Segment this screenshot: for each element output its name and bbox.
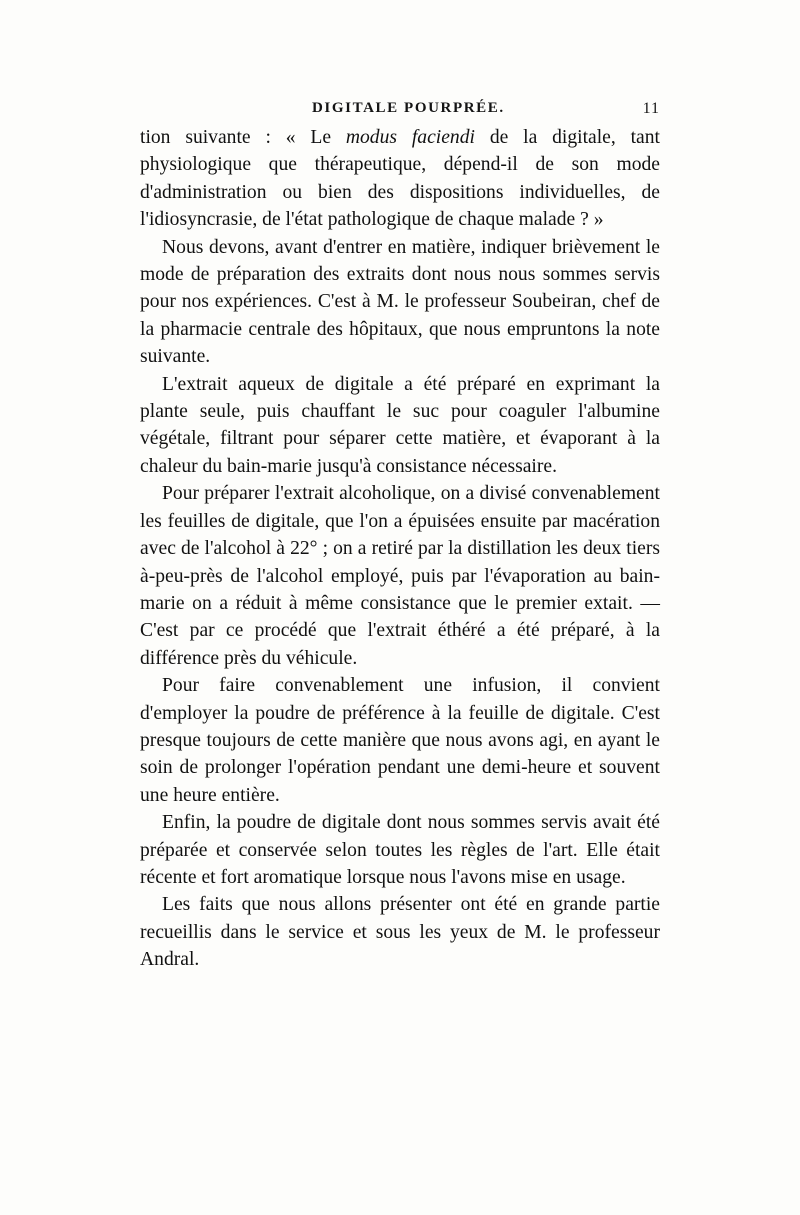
running-title: DIGITALE POURPRÉE.	[312, 100, 505, 116]
body-text	[140, 124, 660, 974]
paragraph-1-after: de la digitale, tant physiologique que thérapeutique, dépend-il de son mode d'administration ou bien des dispositions individuelles, de l'idiosyncrasie, de l'état pathologique de chaque malade ? »	[140, 127, 660, 231]
paragraph-3: L'extrait aqueux de digitale a été préparé en exprimant la plante seule, puis chauffant le suc pour coaguler l'albumine végétale, filtrant pour séparer cette matière, et évaporant à la chaleur du bain-marie jusqu'à consistance nécessaire.	[140, 373, 660, 477]
paragraph-1	[140, 124, 660, 234]
paragraph-1-italic: modus faciendi	[345, 127, 475, 148]
paragraph-4: Pour préparer l'extrait alcoholique, on a divisé convenablement les feuilles de digitale, que l'on a épuisées ensuite par macération avec de l'alcohol à 22° ; on a retiré par la distillation les deux tiers à-peu-près de l'alcohol employé, puis par l'évaporation au bain-marie on a réduit à même consistance que le premier extait. — C'est par ce procédé que l'extrait éthéré a été préparé, à la différence près du véhicule.	[140, 483, 660, 669]
paragraph-5: Pour faire convenablement une infusion, il convient d'employer la poudre de préférence à la feuille de digitale. C'est presque toujours de cette manière que nous avons agi, en ayant le soin de prolonger l'opération pendant une demi-heure et souvent une heure entière.	[140, 675, 660, 806]
paragraph-6: Enfin, la poudre de digitale dont nous sommes servis avait été préparée et conservée selon toutes les règles de l'art. Elle était récente et fort aromatique lorsque nous l'avons mise en usage.	[140, 812, 660, 888]
paragraph-7: Les faits que nous allons présenter ont été en grande partie recueillis dans le service et sous les yeux de M. le professeur Andral.	[140, 894, 660, 971]
paragraph-2: Nous devons, avant d'entrer en matière, indiquer brièvement le mode de préparation des extraits dont nous nous sommes servis pour nos expériences. C'est à M. le professeur Soubeiran, chef de la pharmacie centrale des hôpitaux, que nous empruntons la note suivante.	[140, 236, 660, 368]
running-header	[140, 100, 660, 124]
page-number: 11	[642, 100, 660, 117]
paragraph-1-before: tion suivante : « Le	[140, 127, 346, 148]
